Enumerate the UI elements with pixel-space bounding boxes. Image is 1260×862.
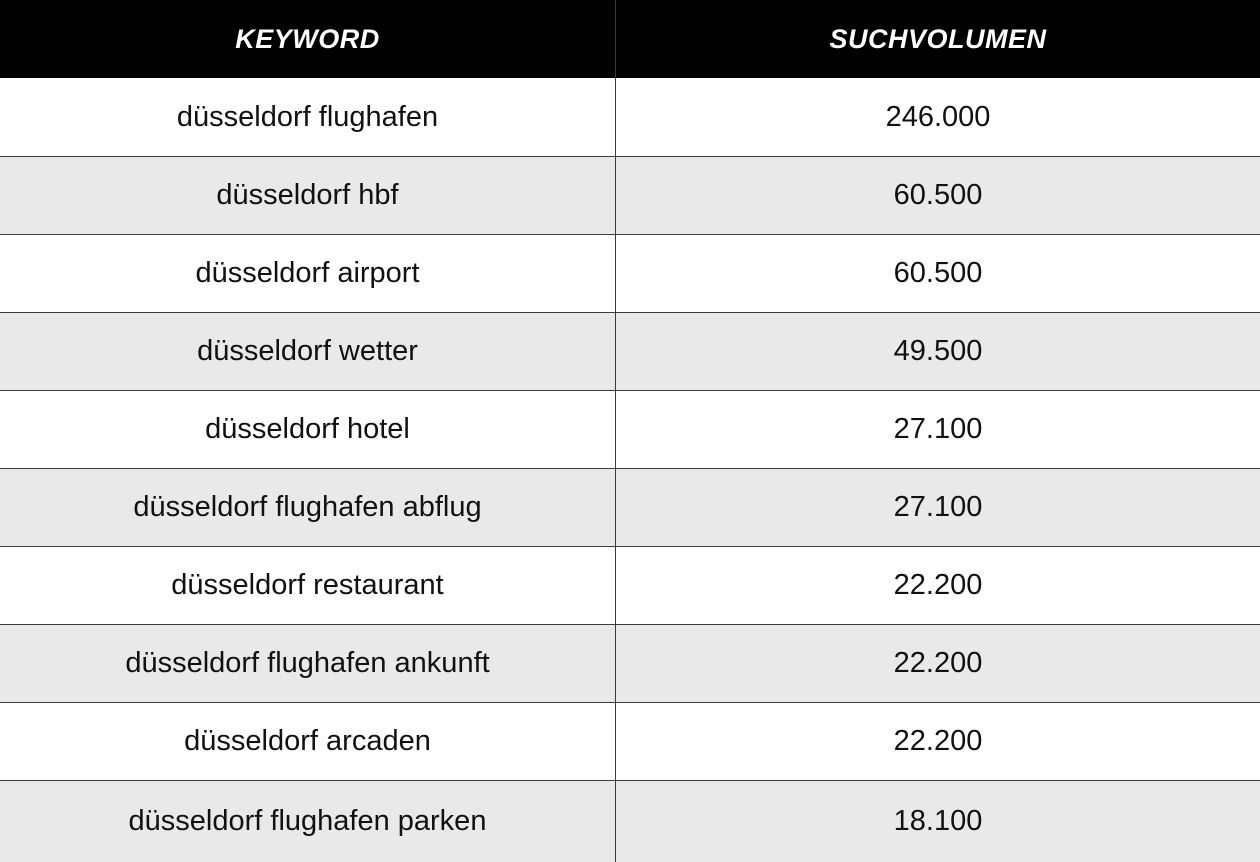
volume-cell: 60.500 <box>616 156 1260 234</box>
keyword-cell: düsseldorf airport <box>0 234 616 312</box>
volume-cell: 49.500 <box>616 312 1260 390</box>
volume-cell: 60.500 <box>616 234 1260 312</box>
volume-cell: 246.000 <box>616 78 1260 156</box>
keyword-cell: düsseldorf flughafen parken <box>0 780 616 862</box>
keyword-cell: düsseldorf hotel <box>0 390 616 468</box>
volume-cell: 22.200 <box>616 624 1260 702</box>
keyword-cell: düsseldorf hbf <box>0 156 616 234</box>
volume-cell: 22.200 <box>616 702 1260 780</box>
keyword-cell: düsseldorf flughafen <box>0 78 616 156</box>
volume-cell: 27.100 <box>616 468 1260 546</box>
keyword-cell: düsseldorf flughafen ankunft <box>0 624 616 702</box>
keyword-cell: düsseldorf flughafen abflug <box>0 468 616 546</box>
volume-cell: 22.200 <box>616 546 1260 624</box>
column-header-keyword: KEYWORD <box>0 0 616 78</box>
keyword-cell: düsseldorf restaurant <box>0 546 616 624</box>
column-header-suchvolumen: SUCHVOLUMEN <box>616 0 1260 78</box>
keyword-cell: düsseldorf arcaden <box>0 702 616 780</box>
volume-cell: 18.100 <box>616 780 1260 862</box>
volume-cell: 27.100 <box>616 390 1260 468</box>
keyword-cell: düsseldorf wetter <box>0 312 616 390</box>
